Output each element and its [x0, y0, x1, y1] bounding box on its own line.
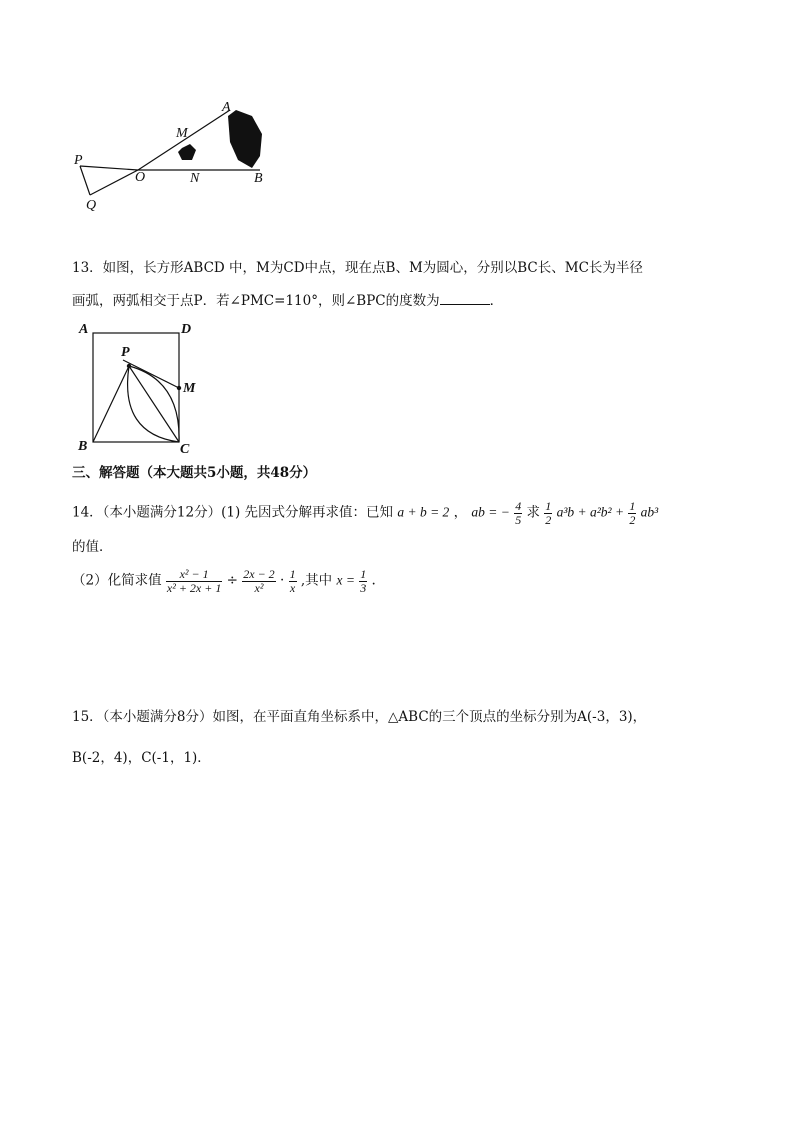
fraction-half-1: $\frac{1}{2}$ [545, 499, 552, 527]
line-P-Q [80, 166, 90, 195]
q14-cond2: ab = − [471, 504, 510, 520]
label-N: N [190, 171, 200, 186]
label-Q: Q [86, 198, 97, 213]
q14-sep: ， [453, 504, 468, 521]
small-pentagon [178, 144, 196, 160]
fraction-half-2: $\frac{1}{2}$ [629, 499, 636, 527]
line-Q-O [90, 170, 138, 195]
point-P [127, 364, 131, 368]
line-B-P [93, 366, 129, 442]
q15-line1: 15．（本小题满分8分）如图，在平面直角坐标系中，△ABC的三个顶点的坐标分别为A(-3，3)， [72, 709, 647, 725]
answer-blank [440, 292, 490, 305]
fraction-4-5: $\frac{4}{5}$ [515, 499, 522, 527]
large-polygon [228, 110, 262, 168]
label-D: D [181, 322, 192, 337]
rectangle-figure [85, 324, 195, 454]
rectangle-ABCD [93, 333, 179, 442]
multiply-dot: · [279, 572, 285, 589]
label-A: A [222, 100, 231, 115]
line-P-O [80, 166, 138, 170]
q13-line1: 13．如图，长方形ABCD 中，M为CD中点，现在点B、M为圆心，分别以BC长、MC长为半径 [72, 260, 643, 276]
q14-part2-prefix: （2）化简求值 [72, 572, 162, 589]
q14-part2 [72, 568, 376, 594]
fraction-f1: $\frac{\text{x² − 1}}{\text{x² + 2x + 1}}$ [166, 567, 222, 595]
label-O: O [135, 170, 146, 185]
q14-prefix: 14．（本小题满分12分）(1) 先因式分解再求值：已知 [72, 504, 394, 521]
q14-where: ,其中 [300, 572, 333, 589]
q14-cond1: a + b = 2 [397, 504, 450, 520]
q15-line2: B(-2，4)，C(-1，1)． [72, 750, 211, 766]
q14-xeq: x = [336, 572, 355, 588]
q14-end: . [371, 572, 376, 589]
q14-ask: 求 [526, 504, 540, 521]
q14-line1 [72, 500, 658, 526]
q13-line2-end: ． [489, 293, 504, 309]
label-P2: P [121, 345, 130, 360]
q13-line2 [72, 292, 503, 309]
label-B2: B [78, 439, 88, 454]
fraction-f3: $\frac{1}{x}$ [289, 567, 296, 595]
figure-lines-polygons [70, 98, 280, 213]
q14-line2: 的值． [72, 539, 113, 555]
divide-sign: ÷ [226, 572, 238, 589]
line-P-M [123, 360, 179, 388]
fraction-f2: $\frac{2x - 2}{\text{x²}}$ [243, 567, 275, 595]
label-M: M [176, 126, 188, 141]
label-P: P [74, 153, 83, 168]
label-A2: A [79, 322, 89, 337]
fraction-x-value: $\frac{1}{3}$ [360, 567, 367, 595]
point-M [177, 386, 181, 390]
q14-term1: a³b + a²b² + [556, 504, 625, 520]
label-M2: M [183, 381, 196, 396]
section-heading: 三、解答题（本大题共5小题，共48分） [72, 465, 317, 481]
q14-term2: ab³ [640, 504, 659, 520]
label-B: B [254, 171, 263, 186]
q13-line2-text: 画弧，两弧相交于点P．若∠PMC=110°，则∠BPC的度数为 [72, 293, 440, 309]
label-C: C [180, 442, 190, 457]
